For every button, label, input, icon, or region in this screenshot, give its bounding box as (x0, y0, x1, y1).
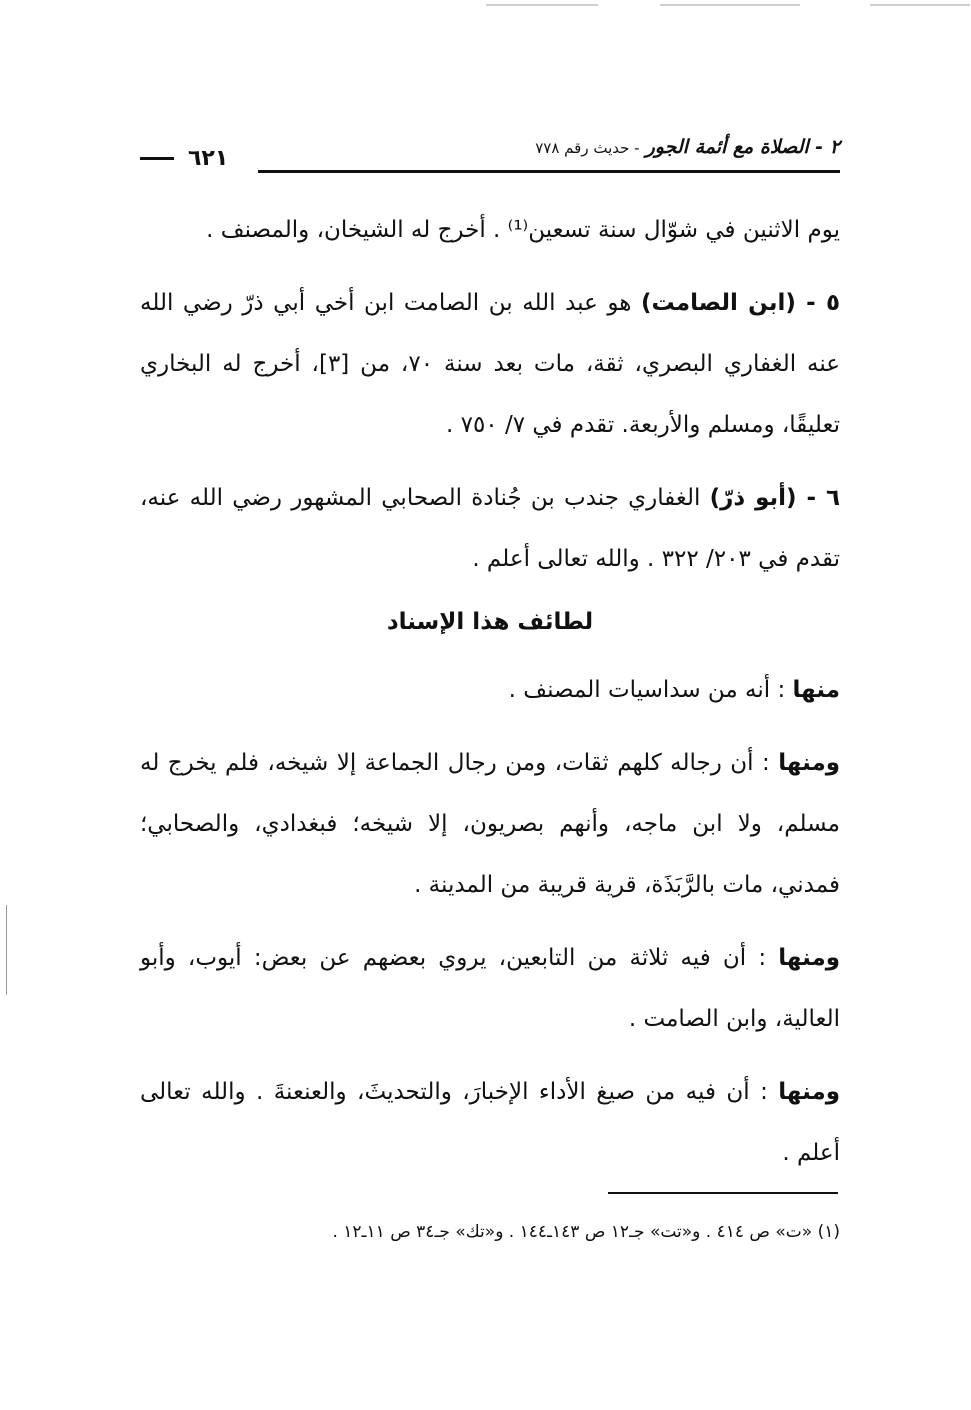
scan-edge-mark (6, 905, 7, 995)
scan-artifact-line (660, 4, 800, 6)
page-number-dash (140, 157, 174, 160)
section-heading: لطائف هذا الإسناد (386, 609, 594, 635)
scan-artifact-line (486, 4, 598, 6)
point-text: : أن فيه من صيغ الأداء الإخبارَ، والتحديثَ، والعنعنةَ . والله تعالى أعلم . (140, 1079, 840, 1166)
paragraph-text: يوم الاثنين في شوّال سنة تسعين⁽¹⁾ . أخرج له الشيخان، والمصنف . (206, 217, 840, 243)
scan-artifact-line (870, 4, 970, 6)
narrator-name: ٦ - (أبو ذرّ) (709, 485, 840, 511)
point-text: : أن رجاله كلهم ثقات، ومن رجال الجماعة إلا شيخه، فلم يخرج له مسلم، ولا ابن ماجه، وأنهم بصريون، إلا شيخه؛ فبغدادي، والصحابي؛ فمدني، مات بالرَّبَذَة، قرية قريبة من المدينة . (140, 750, 840, 898)
narrator-text: الغفاري جندب بن جُنادة الصحابي المشهور رضي الله عنه، تقدم في ٢٠٣/ ٣٢٢ . والله تعالى أعلم . (140, 485, 840, 572)
footnote-rule (608, 1192, 838, 1194)
point-text: : أنه من سداسيات المصنف . (508, 677, 793, 703)
hadith-number: - حديث رقم ٧٧٨ (535, 139, 640, 157)
point-lead: منها (792, 677, 840, 703)
point-text: : أن فيه ثلاثة من التابعين، يروي بعضهم عن بعض: أيوب، وأبو العالية، وابن الصامت . (140, 945, 840, 1032)
page-number-block (140, 146, 228, 171)
narrator-entry (140, 273, 840, 456)
footnote: (١) «ت» ص ٤١٤ . و«تت» جـ١٢ ص ١٤٣ـ١٤٤ . و«تك» جـ٣٤ ص ١١ـ١٢ . (332, 1222, 840, 1242)
point-lead: ومنها (778, 945, 840, 971)
header-rule (258, 170, 840, 173)
narrator-entry (140, 468, 840, 590)
narrator-text: هو عبد الله بن الصامت ابن أخي أبي ذرّ رضي الله عنه الغفاري البصري، ثقة، مات بعد سنة ٧٠، من [٣]، أخرج له البخاري تعليقًا، ومسلم والأربعة. تقدم في ٧/ ٧٥٠ . (140, 290, 840, 438)
paragraph (140, 200, 840, 261)
point-item (140, 1062, 840, 1184)
header-title (535, 136, 840, 158)
point-lead: ومنها (778, 750, 840, 776)
point-item (140, 733, 840, 916)
chapter-title: ٢ - الصلاة مع أئمة الجور (645, 136, 840, 158)
narrator-name: ٥ - (ابن الصامت) (640, 290, 841, 316)
page-number: ٦٢١ (188, 146, 229, 171)
point-lead: ومنها (778, 1079, 840, 1105)
running-header (140, 128, 840, 178)
point-item (140, 660, 840, 721)
page-body (140, 200, 840, 1184)
point-item (140, 928, 840, 1050)
